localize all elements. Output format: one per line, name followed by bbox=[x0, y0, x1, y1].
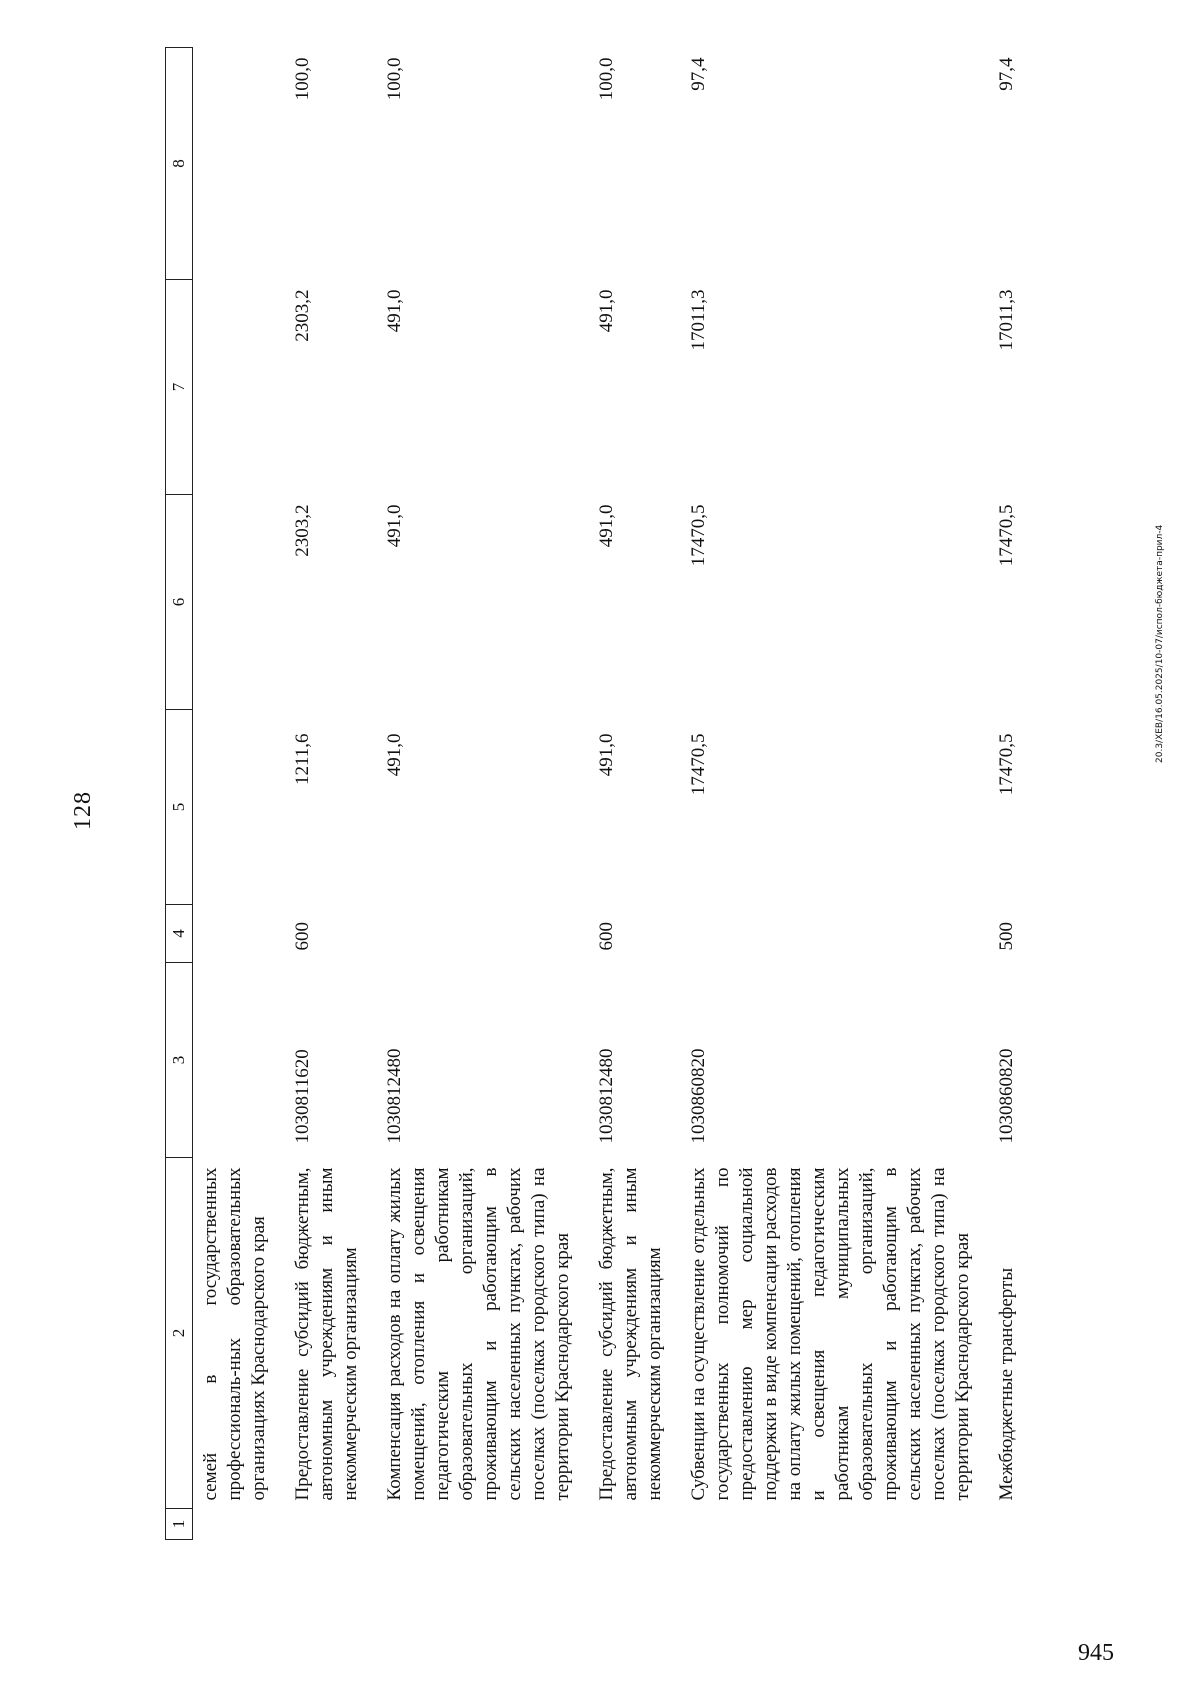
row-value-col7: 491,0 bbox=[384, 289, 405, 333]
page-number: 128 bbox=[70, 791, 96, 830]
cell-col-1 bbox=[377, 1509, 589, 1540]
row-target-code: 1030860820 bbox=[996, 1048, 1017, 1144]
row-value-col5 bbox=[193, 710, 286, 905]
header-col-6: 6 bbox=[166, 495, 193, 710]
row-value-col8 bbox=[193, 48, 286, 280]
cell-col-1 bbox=[285, 1509, 377, 1540]
row-description: Предоставление субсидий бюджетным, автономным учреждениям и иным некоммерческим организациям bbox=[596, 1167, 665, 1501]
row-expense-type bbox=[377, 905, 589, 963]
table-row bbox=[377, 48, 589, 1540]
row-description: Межбюджетные трансферты bbox=[996, 1267, 1017, 1501]
row-value-col5: 17470,5 bbox=[688, 733, 709, 796]
row-value-col6: 2303,2 bbox=[292, 504, 313, 557]
row-target-code: 1030812480 bbox=[596, 1048, 617, 1144]
row-value-col5: 491,0 bbox=[384, 733, 405, 777]
row-value-col6 bbox=[193, 495, 286, 710]
bottom-page-number: 945 bbox=[1078, 1640, 1114, 1666]
row-expense-type: 600 bbox=[596, 922, 617, 951]
table-row bbox=[589, 48, 681, 1540]
row-value-col7 bbox=[193, 280, 286, 495]
row-value-col7: 2303,2 bbox=[292, 289, 313, 342]
row-value-col5: 17470,5 bbox=[996, 733, 1017, 796]
header-col-7: 7 bbox=[166, 280, 193, 495]
table-row bbox=[285, 48, 377, 1540]
row-description: Компенсация расходов на оплату жилых помещений, отопления и освещения педагогическим работникам образовательных организаций, проживающим и работающим в сельских населенных пунктах, рабочих поселках (поселках городского типа) на территории Краснодарского края bbox=[384, 1167, 573, 1501]
row-value-col8: 100,0 bbox=[596, 57, 617, 101]
row-value-col7: 491,0 bbox=[596, 289, 617, 333]
row-value-col6: 491,0 bbox=[384, 504, 405, 548]
row-value-col5: 491,0 bbox=[596, 733, 617, 777]
row-value-col6: 491,0 bbox=[596, 504, 617, 548]
table-row bbox=[989, 48, 1033, 1540]
row-target-code: 1030812480 bbox=[384, 1048, 405, 1144]
row-value-col7: 17011,3 bbox=[688, 289, 709, 351]
table-row bbox=[193, 48, 286, 1540]
row-description: семей в государственных профессиональ-ных образовательных организациях Краснодарского края bbox=[200, 1167, 269, 1501]
row-value-col8: 97,4 bbox=[688, 57, 709, 91]
row-expense-type bbox=[193, 905, 286, 963]
row-value-col7: 17011,3 bbox=[996, 289, 1017, 351]
row-expense-type bbox=[681, 905, 989, 963]
row-value-col6: 17470,5 bbox=[996, 504, 1017, 567]
table-header bbox=[166, 48, 193, 1540]
row-value-col8: 100,0 bbox=[384, 57, 405, 101]
row-value-col8: 100,0 bbox=[292, 57, 313, 101]
row-description: Предоставление субсидий бюджетным, автономным учреждениям и иным некоммерческим организациям bbox=[292, 1167, 361, 1501]
cell-col-1 bbox=[193, 1509, 286, 1540]
row-value-col6: 17470,5 bbox=[688, 504, 709, 567]
row-value-col5: 1211,6 bbox=[292, 733, 313, 786]
header-col-1: 1 bbox=[166, 1509, 193, 1540]
footer-document-code: 20.3/XEB/16.05.2025/10-07/испол-бюджета-прил-4 bbox=[1155, 524, 1165, 763]
table-row bbox=[681, 48, 989, 1540]
cell-col-1 bbox=[589, 1509, 681, 1540]
header-col-8: 8 bbox=[166, 48, 193, 280]
row-target-code bbox=[193, 963, 286, 1158]
header-col-3: 3 bbox=[166, 963, 193, 1158]
budget-table bbox=[165, 47, 1033, 1540]
header-col-4: 4 bbox=[166, 905, 193, 963]
cell-col-1 bbox=[989, 1509, 1033, 1540]
row-value-col8: 97,4 bbox=[996, 57, 1017, 91]
row-description: Субвенции на осуществление отдельных государственных полномочий по предоставлению мер социальной поддержки в виде компенсации расходов на оплату жилых помещений, отопления и освещения педагогическим работникам муниципальных образовательных организаций, проживающим и работающим в сельских населенных пунктах, рабочих поселках (поселках городского типа) на территории Краснодарского края bbox=[688, 1167, 973, 1501]
header-col-5: 5 bbox=[166, 710, 193, 905]
row-target-code: 1030811620 bbox=[292, 1049, 313, 1144]
cell-col-1 bbox=[681, 1509, 989, 1540]
row-target-code: 1030860820 bbox=[688, 1048, 709, 1144]
row-expense-type: 600 bbox=[292, 922, 313, 951]
row-expense-type: 500 bbox=[996, 922, 1017, 951]
header-col-2: 2 bbox=[166, 1158, 193, 1509]
